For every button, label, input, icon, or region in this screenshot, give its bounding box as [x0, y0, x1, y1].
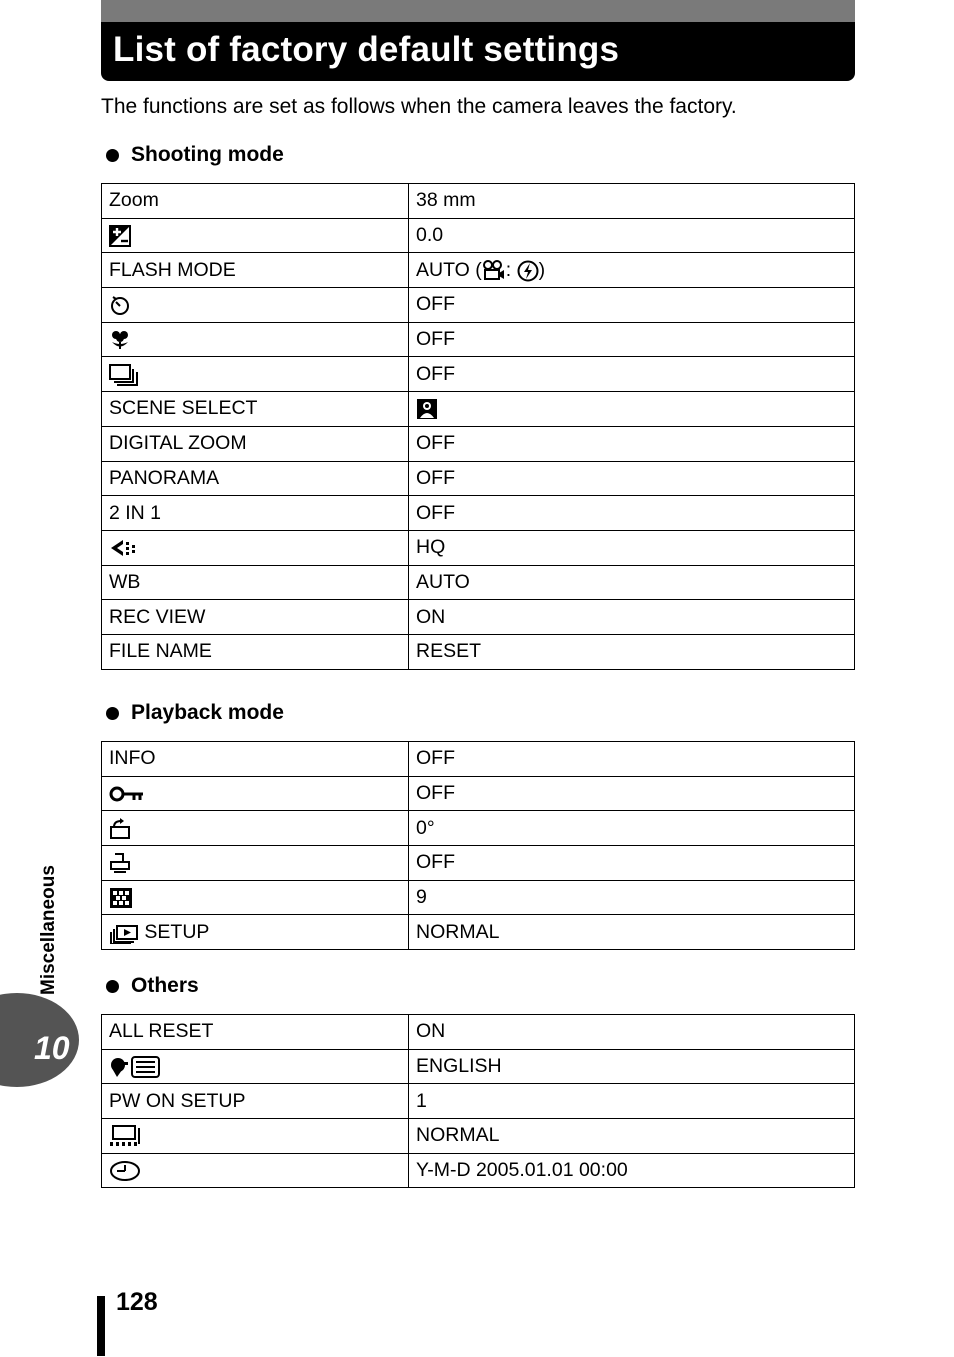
setting-value: AUTO [409, 565, 855, 600]
setting-name: PW ON SETUP [102, 1084, 409, 1119]
table-row [102, 1119, 855, 1154]
title-bar [101, 0, 855, 81]
setting-name [102, 1049, 409, 1084]
table-row [102, 634, 855, 669]
print-reservation-icon [109, 852, 131, 874]
table-row [102, 322, 855, 357]
table-row [102, 461, 855, 496]
setting-value: OFF [409, 357, 855, 392]
bullet-icon [106, 707, 119, 720]
table-row [102, 357, 855, 392]
table-row [102, 1015, 855, 1050]
setting-value: ON [409, 600, 855, 635]
title-stripe [101, 0, 855, 22]
setting-name [102, 811, 409, 846]
setting-value: OFF [409, 776, 855, 811]
section-heading-playback [106, 701, 284, 725]
setting-value: 1 [409, 1084, 855, 1119]
monitor-brightness-icon [109, 1125, 141, 1147]
table-row [102, 776, 855, 811]
setting-name: FLASH MODE [102, 253, 409, 288]
setting-name [102, 288, 409, 323]
setting-value: OFF [409, 426, 855, 461]
language-icon [109, 1056, 161, 1078]
macro-icon [109, 329, 131, 351]
chapter-number: 10 [34, 1030, 70, 1066]
table-row [102, 1084, 855, 1119]
setting-name: 2 IN 1 [102, 496, 409, 531]
setting-name [102, 322, 409, 357]
setting-value: 9 [409, 880, 855, 915]
setting-name [102, 915, 409, 950]
setting-name: PANORAMA [102, 461, 409, 496]
table-row [102, 496, 855, 531]
section-heading-label: Shooting mode [131, 143, 284, 166]
setting-value [409, 392, 855, 427]
sequential-shooting-icon [109, 364, 139, 386]
setting-name: REC VIEW [102, 600, 409, 635]
setting-value: NORMAL [409, 1119, 855, 1154]
index-display-icon [109, 887, 133, 909]
setting-name-text: SETUP [144, 920, 210, 943]
table-row [102, 915, 855, 950]
table-row [102, 600, 855, 635]
table-row [102, 742, 855, 777]
setting-value: ON [409, 1015, 855, 1050]
section-heading-label: Others [131, 974, 199, 997]
table-row [102, 846, 855, 881]
table-row [102, 530, 855, 565]
movie-icon [482, 260, 506, 282]
setting-name [102, 846, 409, 881]
value-text: AUTO ( [416, 258, 482, 281]
setting-name: INFO [102, 742, 409, 777]
page-title: List of factory default settings [113, 30, 620, 69]
setting-name: ALL RESET [102, 1015, 409, 1050]
section-heading-shooting [106, 143, 284, 167]
setting-value: OFF [409, 846, 855, 881]
setting-name [102, 776, 409, 811]
section-heading-label: Playback mode [131, 701, 284, 724]
setting-value: Y-M-D 2005.01.01 00:00 [409, 1153, 855, 1188]
intro-text: The functions are set as follows when the camera leaves the factory. [101, 95, 737, 118]
setting-value: NORMAL [409, 915, 855, 950]
playback-menu-icon [109, 922, 139, 944]
table-row [102, 880, 855, 915]
table-row [102, 1153, 855, 1188]
table-row [102, 218, 855, 253]
protect-key-icon [109, 783, 145, 805]
setting-value: ENGLISH [409, 1049, 855, 1084]
setting-value: OFF [409, 322, 855, 357]
setting-value: HQ [409, 530, 855, 565]
value-separator: : [505, 258, 512, 281]
table-row [102, 253, 855, 288]
table-row [102, 811, 855, 846]
setting-name [102, 1119, 409, 1154]
setting-value [409, 253, 855, 288]
shooting-mode-table [101, 183, 855, 670]
record-mode-icon [109, 537, 141, 559]
setting-name: SCENE SELECT [102, 392, 409, 427]
section-heading-others [106, 974, 199, 998]
table-row [102, 1049, 855, 1084]
playback-mode-table [101, 741, 855, 950]
page-number-bar [97, 1296, 105, 1356]
setting-value: RESET [409, 634, 855, 669]
setting-name [102, 880, 409, 915]
setting-name: Zoom [102, 184, 409, 219]
table-row [102, 565, 855, 600]
setting-value: OFF [409, 496, 855, 531]
clock-icon [109, 1160, 141, 1182]
setting-value: OFF [409, 288, 855, 323]
table-row [102, 288, 855, 323]
table-row [102, 392, 855, 427]
portrait-scene-icon [416, 398, 438, 420]
setting-name [102, 1153, 409, 1188]
setting-name: DIGITAL ZOOM [102, 426, 409, 461]
setting-value: OFF [409, 461, 855, 496]
exposure-compensation-icon [109, 225, 131, 247]
setting-name [102, 357, 409, 392]
self-timer-icon [109, 294, 131, 316]
setting-value: 38 mm [409, 184, 855, 219]
setting-name: WB [102, 565, 409, 600]
rotate-icon [109, 818, 131, 840]
setting-value: OFF [409, 742, 855, 777]
chapter-label: Miscellaneous [38, 865, 59, 995]
bullet-icon [106, 980, 119, 993]
setting-value: 0° [409, 811, 855, 846]
bullet-icon [106, 149, 119, 162]
setting-value: 0.0 [409, 218, 855, 253]
setting-name [102, 530, 409, 565]
table-row [102, 184, 855, 219]
page-number: 128 [116, 1288, 158, 1316]
setting-name [102, 218, 409, 253]
value-text: ) [538, 258, 546, 281]
setting-name: FILE NAME [102, 634, 409, 669]
flash-off-icon [517, 260, 539, 282]
others-table [101, 1014, 855, 1188]
table-row [102, 426, 855, 461]
